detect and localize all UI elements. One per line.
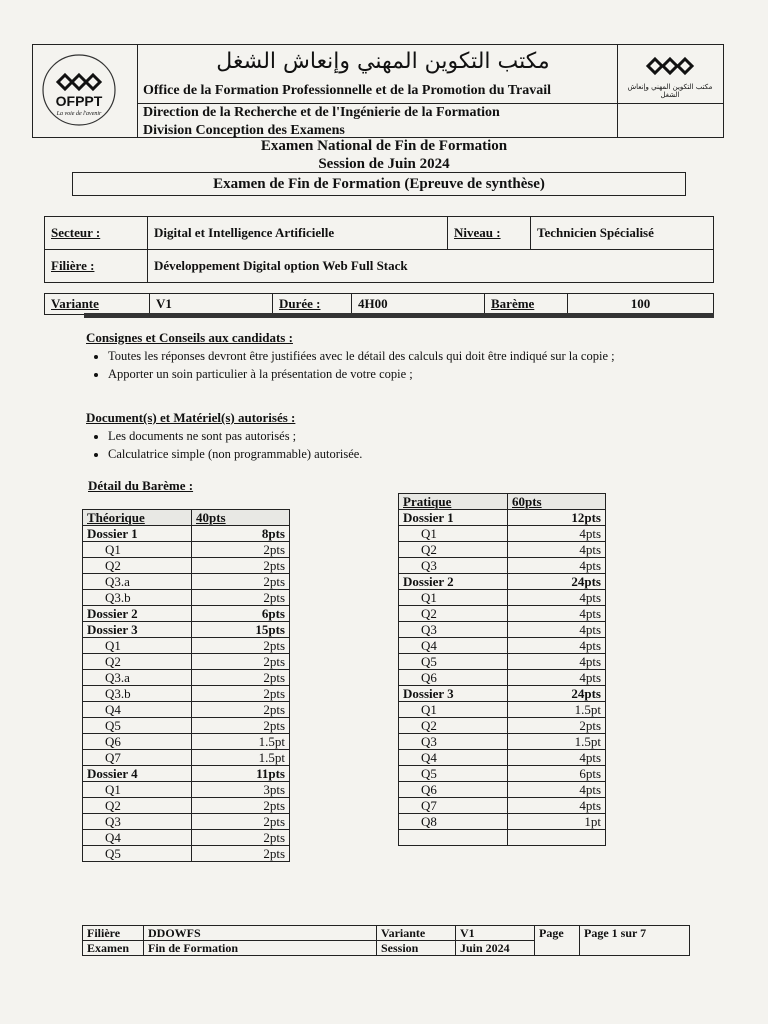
bareme-row-value: 4pts bbox=[508, 654, 606, 670]
logo-left-tagline: La voie de l'avenir bbox=[56, 111, 102, 117]
org-line-2: Direction de la Recherche et de l'Ingénierie de la Formation bbox=[143, 105, 500, 120]
bareme-row bbox=[399, 510, 606, 526]
bareme-row-label: Dossier 3 bbox=[399, 686, 508, 702]
bareme-row-label: Q6 bbox=[399, 670, 508, 686]
theorique-header-value: 40pts bbox=[192, 510, 290, 526]
bareme-row bbox=[83, 654, 290, 670]
bareme-row-label: Dossier 1 bbox=[399, 510, 508, 526]
footer-filiere-label: Filière bbox=[83, 926, 144, 941]
bareme-row bbox=[399, 814, 606, 830]
bareme-label: Barème bbox=[485, 294, 568, 315]
bareme-row-value: 4pts bbox=[508, 590, 606, 606]
footer-filiere-value: DDOWFS bbox=[144, 926, 377, 941]
pratique-table bbox=[398, 493, 606, 846]
bareme-row-value: 8pts bbox=[192, 526, 290, 542]
separator-bar bbox=[84, 313, 714, 318]
bareme-row-value: 2pts bbox=[192, 542, 290, 558]
bareme-row bbox=[83, 718, 290, 734]
detail-bareme-title: Détail du Barème : bbox=[88, 478, 194, 493]
bareme-row bbox=[399, 606, 606, 622]
bareme-row-value: 1.5pt bbox=[508, 702, 606, 718]
bareme-row-label: Q2 bbox=[399, 606, 508, 622]
bareme-row bbox=[83, 750, 290, 766]
bareme-row-label: Q4 bbox=[83, 830, 192, 846]
footer-examen-label: Examen bbox=[83, 941, 144, 956]
bareme-row-value: 4pts bbox=[508, 798, 606, 814]
bareme-row-label: Q2 bbox=[399, 542, 508, 558]
bareme-row bbox=[83, 638, 290, 654]
bareme-row-label: Q5 bbox=[399, 766, 508, 782]
bareme-row bbox=[83, 798, 290, 814]
bareme-row-value: 4pts bbox=[508, 542, 606, 558]
bareme-row-label: Q2 bbox=[83, 654, 192, 670]
bareme-row-label: Q7 bbox=[83, 750, 192, 766]
bareme-row bbox=[399, 574, 606, 590]
bareme-row-value: 2pts bbox=[192, 590, 290, 606]
footer-examen-value: Fin de Formation bbox=[144, 941, 377, 956]
header-left-divider bbox=[137, 45, 138, 137]
ofppt-logo-left bbox=[41, 53, 117, 127]
bareme-row-label: Dossier 3 bbox=[83, 622, 192, 638]
bareme-row-value: 2pts bbox=[192, 718, 290, 734]
theorique-table bbox=[82, 509, 290, 862]
bareme-row bbox=[83, 846, 290, 862]
bareme-row-value: 2pts bbox=[192, 814, 290, 830]
bareme-row-label: Q1 bbox=[83, 782, 192, 798]
bareme-row-value: 2pts bbox=[192, 558, 290, 574]
bareme-row bbox=[83, 590, 290, 606]
footer-variante-label: Variante bbox=[377, 926, 456, 941]
bareme-row-label: Q5 bbox=[399, 654, 508, 670]
bareme-row-value: 2pts bbox=[192, 702, 290, 718]
bareme-row-value bbox=[508, 830, 606, 846]
bareme-row-value: 6pts bbox=[192, 606, 290, 622]
consignes-title: Consignes et Conseils aux candidats : bbox=[86, 330, 293, 345]
bareme-value: 100 bbox=[568, 294, 714, 315]
bareme-row-value: 1.5pt bbox=[192, 750, 290, 766]
bareme-row bbox=[399, 750, 606, 766]
bareme-row-value: 4pts bbox=[508, 622, 606, 638]
bareme-row-label: Dossier 4 bbox=[83, 766, 192, 782]
footer-session-label: Session bbox=[377, 941, 456, 956]
filiere-label: Filière : bbox=[45, 250, 148, 283]
consigne-item: • Toutes les réponses devront être justifiées avec le détail des calculs qui doit être indiqué sur la copie ; bbox=[108, 349, 706, 364]
bareme-row-value: 2pts bbox=[508, 718, 606, 734]
consigne-item: • Apporter un soin particulier à la présentation de votre copie ; bbox=[108, 367, 706, 382]
documents-section bbox=[86, 410, 706, 465]
ofppt-logo-right bbox=[625, 53, 715, 127]
documents-title: Document(s) et Matériel(s) autorisés : bbox=[86, 410, 296, 425]
logo-left-text: OFPPT bbox=[55, 93, 103, 109]
bareme-row bbox=[399, 622, 606, 638]
bareme-row-label: Q1 bbox=[399, 590, 508, 606]
bareme-row-label: Dossier 2 bbox=[399, 574, 508, 590]
niveau-label: Niveau : bbox=[448, 217, 531, 250]
footer-table bbox=[82, 925, 690, 956]
variante-table bbox=[44, 293, 714, 315]
consignes-section bbox=[86, 330, 706, 385]
bareme-row bbox=[83, 670, 290, 686]
bareme-row-value: 2pts bbox=[192, 686, 290, 702]
bareme-row-value: 2pts bbox=[192, 798, 290, 814]
secteur-label: Secteur : bbox=[45, 217, 148, 250]
theorique-header-label: Théorique bbox=[83, 510, 192, 526]
bareme-row bbox=[399, 670, 606, 686]
bareme-row bbox=[83, 622, 290, 638]
bareme-row-value: 3pts bbox=[192, 782, 290, 798]
niveau-value: Technicien Spécialisé bbox=[531, 217, 714, 250]
variante-label: Variante bbox=[45, 294, 150, 315]
bareme-row-label: Q3 bbox=[399, 734, 508, 750]
bareme-row-label: Q1 bbox=[399, 702, 508, 718]
logo-right-text: مكتب التكوين المهني وإنعاش الشغل bbox=[627, 83, 713, 99]
bareme-row-value: 4pts bbox=[508, 606, 606, 622]
bareme-row bbox=[83, 702, 290, 718]
bareme-row-label: Q4 bbox=[399, 638, 508, 654]
bareme-row-value: 4pts bbox=[508, 782, 606, 798]
bareme-row bbox=[399, 590, 606, 606]
bareme-row bbox=[399, 638, 606, 654]
arabic-title: مكتب التكوين المهني وإنعاش الشغل bbox=[216, 49, 550, 74]
bareme-row-label: Q3.b bbox=[83, 590, 192, 606]
bareme-row-label: Q4 bbox=[83, 702, 192, 718]
bareme-row-label: Q2 bbox=[83, 558, 192, 574]
variante-value: V1 bbox=[150, 294, 273, 315]
bareme-row-label: Dossier 2 bbox=[83, 606, 192, 622]
bareme-row-label: Q2 bbox=[399, 718, 508, 734]
bareme-row bbox=[83, 686, 290, 702]
bareme-row-label: Q1 bbox=[399, 526, 508, 542]
bareme-row-value: 4pts bbox=[508, 638, 606, 654]
secteur-value: Digital et Intelligence Artificielle bbox=[148, 217, 448, 250]
bareme-row bbox=[83, 574, 290, 590]
duree-label: Durée : bbox=[273, 294, 352, 315]
org-line-3: Division Conception des Examens bbox=[143, 123, 345, 138]
bareme-row-label: Q1 bbox=[83, 638, 192, 654]
bareme-row-value: 4pts bbox=[508, 558, 606, 574]
bareme-row-value: 2pts bbox=[192, 654, 290, 670]
bareme-row-label: Q3 bbox=[399, 622, 508, 638]
bareme-row-label: Q6 bbox=[399, 782, 508, 798]
bareme-row-label: Q3.b bbox=[83, 686, 192, 702]
bareme-row-value: 1pt bbox=[508, 814, 606, 830]
bareme-row-value: 2pts bbox=[192, 638, 290, 654]
bareme-row bbox=[83, 542, 290, 558]
bareme-row bbox=[83, 830, 290, 846]
session-title: Session de Juin 2024 bbox=[318, 156, 450, 172]
bareme-row bbox=[399, 798, 606, 814]
bareme-row bbox=[399, 526, 606, 542]
bareme-row-value: 4pts bbox=[508, 526, 606, 542]
bareme-row bbox=[83, 734, 290, 750]
header-box bbox=[32, 44, 724, 138]
consignes-list bbox=[86, 349, 706, 382]
bareme-row bbox=[399, 782, 606, 798]
bareme-row-value: 2pts bbox=[192, 574, 290, 590]
document-item: • Calculatrice simple (non programmable) autorisée. bbox=[108, 447, 706, 462]
bareme-row bbox=[399, 542, 606, 558]
bareme-row-value: 1.5pt bbox=[508, 734, 606, 750]
bareme-row bbox=[399, 702, 606, 718]
bareme-row-label bbox=[399, 830, 508, 846]
footer-page-label: Page bbox=[535, 926, 580, 956]
bareme-row bbox=[83, 606, 290, 622]
bareme-row bbox=[83, 814, 290, 830]
bareme-row bbox=[83, 766, 290, 782]
org-line-1: Office de la Formation Professionnelle et de la Promotion du Travail bbox=[143, 83, 552, 98]
bareme-row-label: Q8 bbox=[399, 814, 508, 830]
footer-variante-value: V1 bbox=[456, 926, 535, 941]
bareme-row-label: Q3.a bbox=[83, 670, 192, 686]
bareme-row-label: Q2 bbox=[83, 798, 192, 814]
epreuve-title: Examen de Fin de Formation (Epreuve de synthèse) bbox=[72, 172, 686, 196]
bareme-row-label: Dossier 1 bbox=[83, 526, 192, 542]
pratique-header-value: 60pts bbox=[508, 494, 606, 510]
header-right-divider bbox=[617, 45, 618, 137]
bareme-row-label: Q3 bbox=[83, 814, 192, 830]
bareme-row bbox=[399, 766, 606, 782]
bareme-row-value: 12pts bbox=[508, 510, 606, 526]
bareme-row-label: Q3 bbox=[399, 558, 508, 574]
bareme-row-label: Q3.a bbox=[83, 574, 192, 590]
bareme-row bbox=[83, 526, 290, 542]
bareme-row bbox=[83, 782, 290, 798]
bareme-row bbox=[399, 830, 606, 846]
pratique-header-label: Pratique bbox=[399, 494, 508, 510]
bareme-row-value: 6pts bbox=[508, 766, 606, 782]
bareme-row-value: 2pts bbox=[192, 830, 290, 846]
info-table bbox=[44, 216, 714, 283]
filiere-value: Développement Digital option Web Full Stack bbox=[148, 250, 714, 283]
bareme-row-value: 2pts bbox=[192, 670, 290, 686]
bareme-row-value: 24pts bbox=[508, 574, 606, 590]
bareme-row bbox=[83, 558, 290, 574]
bareme-row-value: 11pts bbox=[192, 766, 290, 782]
bareme-row-label: Q4 bbox=[399, 750, 508, 766]
bareme-row-value: 4pts bbox=[508, 670, 606, 686]
exam-title: Examen National de Fin de Formation bbox=[260, 138, 508, 154]
bareme-row-value: 24pts bbox=[508, 686, 606, 702]
bareme-row-value: 15pts bbox=[192, 622, 290, 638]
bareme-row bbox=[399, 654, 606, 670]
bareme-row bbox=[399, 734, 606, 750]
bareme-row bbox=[399, 558, 606, 574]
bareme-row-value: 4pts bbox=[508, 750, 606, 766]
footer-page-value: Page 1 sur 7 bbox=[580, 926, 690, 956]
documents-list bbox=[86, 429, 706, 462]
duree-value: 4H00 bbox=[352, 294, 485, 315]
bareme-row-label: Q5 bbox=[83, 846, 192, 862]
bareme-row-value: 2pts bbox=[192, 846, 290, 862]
document-item: • Les documents ne sont pas autorisés ; bbox=[108, 429, 706, 444]
bareme-row-label: Q6 bbox=[83, 734, 192, 750]
bareme-row-label: Q1 bbox=[83, 542, 192, 558]
footer-session-value: Juin 2024 bbox=[456, 941, 535, 956]
bareme-row bbox=[399, 686, 606, 702]
bareme-row bbox=[399, 718, 606, 734]
bareme-row-value: 1.5pt bbox=[192, 734, 290, 750]
bareme-row-label: Q5 bbox=[83, 718, 192, 734]
bareme-row-label: Q7 bbox=[399, 798, 508, 814]
